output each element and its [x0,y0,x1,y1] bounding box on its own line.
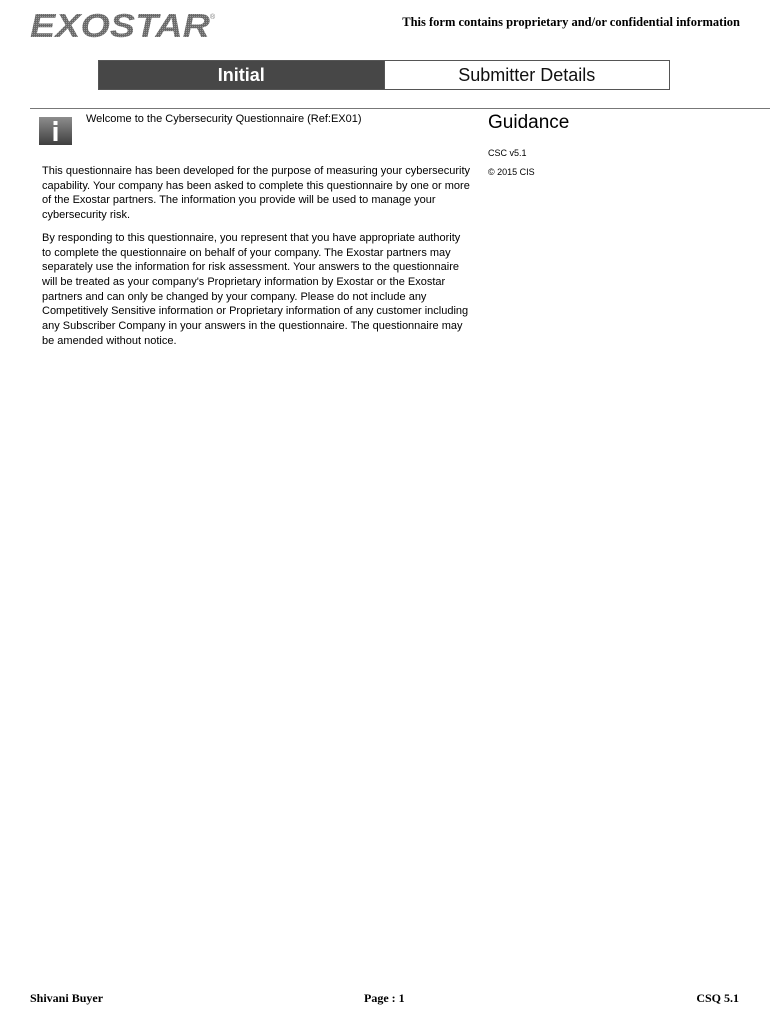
section-tabs [98,60,670,90]
guidance-panel [488,112,738,186]
tab-initial[interactable]: Initial [99,61,385,89]
intro-paragraph-authority: By responding to this questionnaire, you represent that you have appropriate authority to complete the questionnaire on behalf of your company. The Exostar partners may separately use the information for risk assessment. Your answers to the questionnaire will be treated as your company's Proprietary information by Exostar or the Exostar partners and can only be changed by your company. Please do not include any Competitively Sensitive information or Proprietary information of any customer including any Subscriber Company in your answers in the questionnaire. The questionnaire may be amended without notice. [42,231,469,347]
exostar-logo [28,8,218,40]
footer-form-id: CSQ 5.1 [696,991,739,1005]
guidance-title: Guidance [488,112,570,133]
tab-submitter-details[interactable]: Submitter Details [385,61,670,89]
info-icon [39,117,72,145]
intro-text [42,164,472,356]
registered-mark: ® [210,14,216,21]
confidential-notice: This form contains proprietary and/or confidential information [402,15,740,29]
exostar-logo-graphic [28,8,218,40]
logo-wordmark: EXOSTAR [30,8,211,40]
footer-user: Shivani Buyer [30,991,104,1005]
intro-paragraph-purpose: This questionnaire has been developed for the purpose of measuring your cybersecurity capability. Your company has been asked to complete this questionnaire by one or more of the Exostar partners. The information you provide will be used to manage your cybersecurity risk. [42,165,471,222]
footer-page-number: Page : 1 [364,991,405,1005]
welcome-heading: Welcome to the Cybersecurity Questionnaire (Ref:EX01) [86,113,362,125]
section-divider [30,108,770,109]
guidance-version: CSC v5.1 [488,148,527,158]
guidance-copyright: © 2015 CIS [488,167,535,177]
